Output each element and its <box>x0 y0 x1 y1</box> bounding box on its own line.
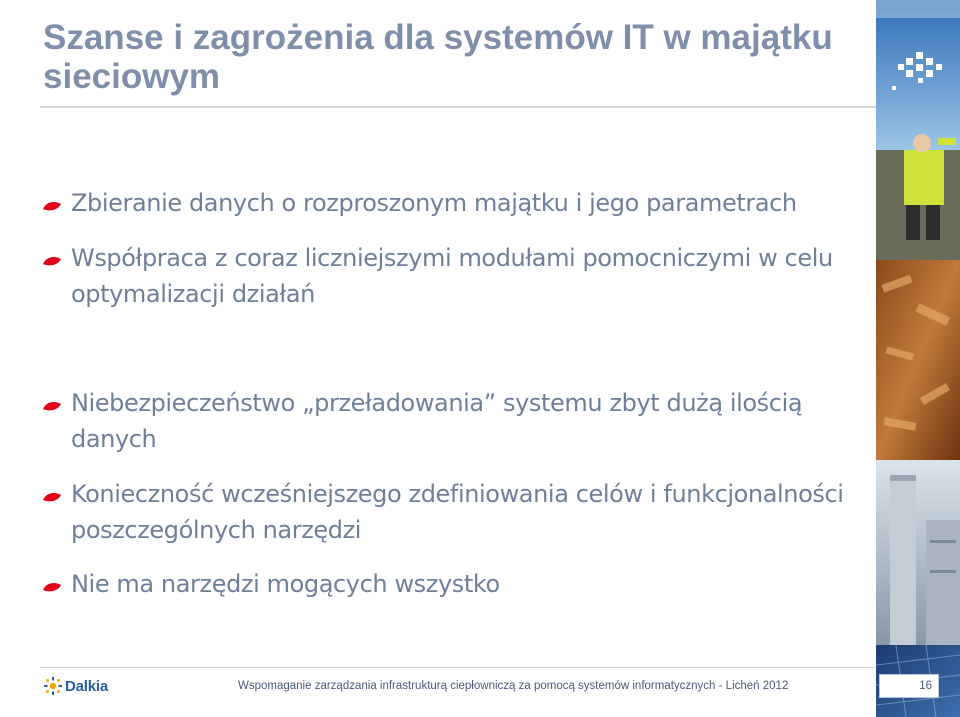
bullet-item <box>40 240 890 312</box>
bullet-item <box>40 476 890 548</box>
dalkia-logo <box>44 676 108 696</box>
page-number: 16 <box>919 680 932 692</box>
footer-divider <box>40 667 875 668</box>
bullet-text: Niebezpieczeństwo „przeładowania” systemu zbyt dużą ilością danych <box>71 389 803 453</box>
title-divider <box>40 106 885 108</box>
bullet-item <box>40 185 890 221</box>
footer-caption: Wspomaganie zarządzania infrastrukturą ciepłowniczą za pomocą systemów informatycznych - Licheń 2012 <box>238 680 789 692</box>
dalkia-sun-icon <box>44 677 62 695</box>
red-bullet-icon <box>42 200 62 211</box>
bullet-text: Nie ma narzędzi mogących wszystko <box>71 570 500 598</box>
red-bullet-icon <box>42 581 62 592</box>
red-bullet-icon <box>42 400 62 411</box>
bullet-text: Konieczność wcześniejszego zdefiniowania celów i funkcjonalności poszczególnych narzędzi <box>71 480 844 544</box>
bullet-item <box>40 385 890 457</box>
industrial-photo-collage-icon <box>876 0 960 717</box>
bullet-text: Współpraca z coraz liczniejszymi modułami pomocniczymi w celu optymalizacji działań <box>71 244 833 308</box>
logo-text: Dalkia <box>65 677 108 695</box>
page-number-box <box>879 674 939 698</box>
red-bullet-icon <box>42 491 62 502</box>
slide-title: Szanse i zagrożenia dla systemów IT w majątku sieciowym <box>43 18 833 96</box>
red-bullet-icon <box>42 255 62 266</box>
bullet-text: Zbieranie danych o rozproszonym majątku i jego parametrach <box>71 189 797 217</box>
bullet-item <box>40 566 890 602</box>
